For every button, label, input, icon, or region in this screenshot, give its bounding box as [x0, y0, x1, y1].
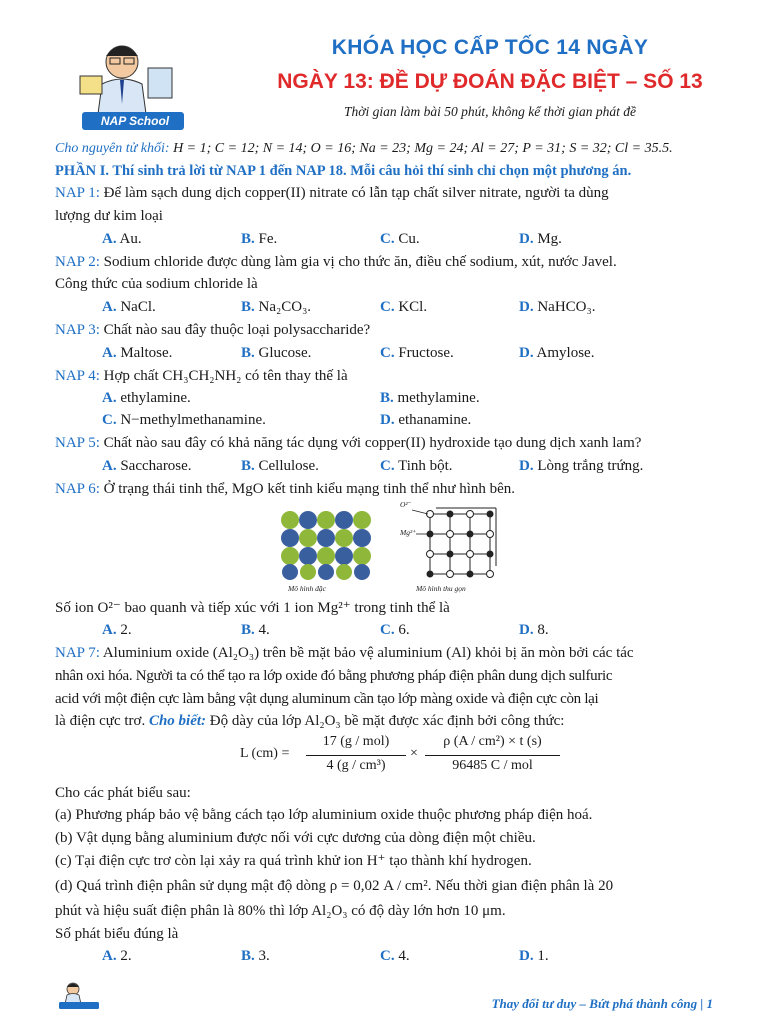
- q7-option-d[interactable]: D. 1.: [519, 948, 549, 964]
- statement-c: (c) Tại điện cực trơ còn lại xảy ra quá trình khử ion H⁺ tạo thành khí hydrogen.: [55, 853, 532, 869]
- q5-text: Chất nào sau đây có khả năng tác dụng với copper(II) hydroxide tạo dung dịch xanh lam?: [103, 435, 642, 451]
- mgo-dense-model-figure: [270, 500, 380, 595]
- q1-option-c[interactable]: C. Cu.: [380, 231, 420, 247]
- q5-option-c[interactable]: C. Tinh bột.: [380, 458, 453, 474]
- q4-text: Hợp chất CH₃CH₂NH₂ có tên thay thế là: [103, 368, 348, 384]
- q7-option-b[interactable]: B. 3.: [241, 948, 270, 964]
- q4-label: NAP 4:: [55, 368, 100, 384]
- q1-label: NAP 1:: [55, 185, 100, 201]
- dense-model-caption: Mô hình đặc: [288, 584, 326, 593]
- q5-option-a[interactable]: A. Saccharose.: [102, 458, 192, 474]
- question-1: [55, 182, 715, 204]
- q2-label: NAP 2:: [55, 254, 100, 270]
- statement-d-cont: phút và hiệu suất điện phân là 80% thì lớp Al₂O₃ có độ dày lớn hơn 10 μm.: [55, 903, 506, 919]
- question-3: [55, 319, 715, 341]
- q7-ask: Số phát biểu đúng là: [55, 926, 179, 942]
- q5-label: NAP 5:: [55, 435, 100, 451]
- q4-option-c[interactable]: C. N−methylmethanamine.: [102, 412, 266, 428]
- thickness-formula: [240, 730, 560, 780]
- question-2: [55, 251, 715, 273]
- formula-times: ×: [410, 746, 418, 761]
- q5-option-b[interactable]: B. Cellulose.: [241, 458, 319, 474]
- q1-option-d[interactable]: D. Mg.: [519, 231, 562, 247]
- q2-option-b[interactable]: B. Na₂CO₃.: [241, 299, 312, 315]
- q7-line-2: nhân oxi hóa. Người ta có thể tạo ra lớp oxide đó bằng phương pháp điện phân dung dịch sulfuric: [55, 668, 613, 684]
- q4-option-b[interactable]: B. methylamine.: [380, 390, 480, 406]
- q1-option-a[interactable]: A. Au.: [102, 231, 142, 247]
- q7-line-1: Aluminium oxide (Al₂O₃) trên bề mặt bảo vệ aluminium (Al) khỏi bị ăn mòn bởi các tác: [102, 645, 634, 661]
- formula-fraction-1-denominator: 4 (g / cm³): [326, 758, 386, 773]
- q2-option-d[interactable]: D. NaHCO₃.: [519, 299, 596, 315]
- statement-a: (a) Phương pháp bảo vệ bằng cách tạo lớp aluminium oxide thuộc phương pháp điện hoá.: [55, 807, 593, 823]
- logo-text: NAP School: [100, 114, 170, 128]
- q6-text: Ở trạng thái tinh thể, MgO kết tinh kiểu mạng tinh thể như hình bên.: [103, 481, 516, 497]
- q3-option-b[interactable]: B. Glucose.: [241, 345, 312, 361]
- q4-option-a[interactable]: A. ethylamine.: [102, 390, 191, 406]
- time-note: Thời gian làm bài 50 phút, không kể thời gian phát đề: [344, 104, 636, 119]
- statement-d: (d) Quá trình điện phân sử dụng mật độ dòng ρ = 0,02 A / cm². Nếu thời gian điện phân là 20: [55, 878, 614, 894]
- q5-option-d[interactable]: D. Lòng trắng trứng.: [519, 458, 644, 474]
- formula-fraction-2-numerator: ρ (A / cm²) × t (s): [443, 734, 542, 749]
- formula-fraction-1-numerator: 17 (g / mol): [322, 734, 390, 749]
- question-4: [55, 365, 715, 387]
- q6-question-text: Số ion O²⁻ bao quanh và tiếp xúc với 1 ion Mg²⁺ trong tinh thể là: [55, 600, 450, 616]
- question-5: [55, 432, 715, 454]
- q6-label: NAP 6:: [55, 481, 100, 497]
- q6-option-c[interactable]: C. 6.: [380, 622, 410, 638]
- exam-title: NGÀY 13: ĐỀ DỰ ĐOÁN ĐẶC BIỆT – SỐ 13: [277, 70, 703, 93]
- q6-option-b[interactable]: B. 4.: [241, 622, 270, 638]
- o2-label: O²⁻: [400, 500, 412, 509]
- compact-model-caption: Mô hình thu gọn: [416, 584, 466, 593]
- footer-slogan: Thay đổi tư duy – Bứt phá thành công | 1: [491, 996, 713, 1011]
- q7-option-a[interactable]: A. 2.: [102, 948, 132, 964]
- formula-lhs: L (cm) =: [240, 746, 290, 761]
- q1-text: Để làm sạch dung dịch copper(II) nitrate có lẫn tạp chất silver nitrate, người ta dùng: [103, 185, 609, 201]
- q6-option-a[interactable]: A. 2.: [102, 622, 132, 638]
- q3-label: NAP 3:: [55, 322, 100, 338]
- atomic-values: H = 1; C = 12; N = 14; O = 16; Na = 23; Mg = 24; Al = 27; P = 31; S = 32; Cl = 35.5.: [173, 141, 673, 156]
- given-label: Cho biết:: [148, 713, 207, 729]
- q3-option-d[interactable]: D. Amylose.: [519, 345, 595, 361]
- q2-option-a[interactable]: A. NaCl.: [102, 299, 156, 315]
- part-1-heading: PHẦN I. Thí sinh trả lời từ NAP 1 đến NAP 18. Mỗi câu hỏi thí sinh chỉ chọn một phương án.: [55, 163, 632, 179]
- q3-option-a[interactable]: A. Maltose.: [102, 345, 173, 361]
- q1-text-cont: lượng dư kim loại: [55, 208, 163, 224]
- q2-text: Sodium chloride được dùng làm gia vị cho thức ăn, điều chế sodium, xút, nước Javel.: [103, 254, 617, 270]
- q7-line-4: là điện cực trơ. Cho biết: Độ dày của lớp Al₂O₃ bề mặt được xác định bởi công thức:: [55, 713, 565, 729]
- formula-fraction-2-denominator: 96485 C / mol: [452, 758, 533, 773]
- q7-line-3: acid với một điện cực làm bằng vật dụng aluminum cần tạo lớp màng oxide và điện cực còn lại: [55, 691, 599, 707]
- question-6: [55, 478, 715, 500]
- nap-school-logo: [62, 34, 202, 134]
- q4-option-d[interactable]: D. ethanamine.: [380, 412, 472, 428]
- atomic-mass-line: [55, 138, 715, 160]
- footer-logo: [55, 980, 105, 1010]
- course-title: KHÓA HỌC CẤP TỐC 14 NGÀY: [331, 36, 649, 59]
- q7-label: NAP 7:: [55, 645, 100, 661]
- statement-b: (b) Vật dụng bằng aluminium được nối với cực dương của dòng điện một chiều.: [55, 830, 536, 846]
- statements-intro: Cho các phát biểu sau:: [55, 785, 191, 801]
- q3-option-c[interactable]: C. Fructose.: [380, 345, 454, 361]
- q7-option-c[interactable]: C. 4.: [380, 948, 410, 964]
- q2-option-c[interactable]: C. KCl.: [380, 299, 428, 315]
- q6-option-d[interactable]: D. 8.: [519, 622, 549, 638]
- question-7: [55, 642, 715, 664]
- q2-text-cont: Công thức của sodium chloride là: [55, 276, 258, 292]
- mgo-compact-model-figure: [400, 500, 510, 595]
- q1-option-b[interactable]: B. Fe.: [241, 231, 278, 247]
- mg2-label: Mg²⁺: [400, 528, 417, 537]
- q3-text: Chất nào sau đây thuộc loại polysaccharide?: [103, 322, 371, 338]
- atomic-label: Cho nguyên tử khối:: [55, 141, 170, 156]
